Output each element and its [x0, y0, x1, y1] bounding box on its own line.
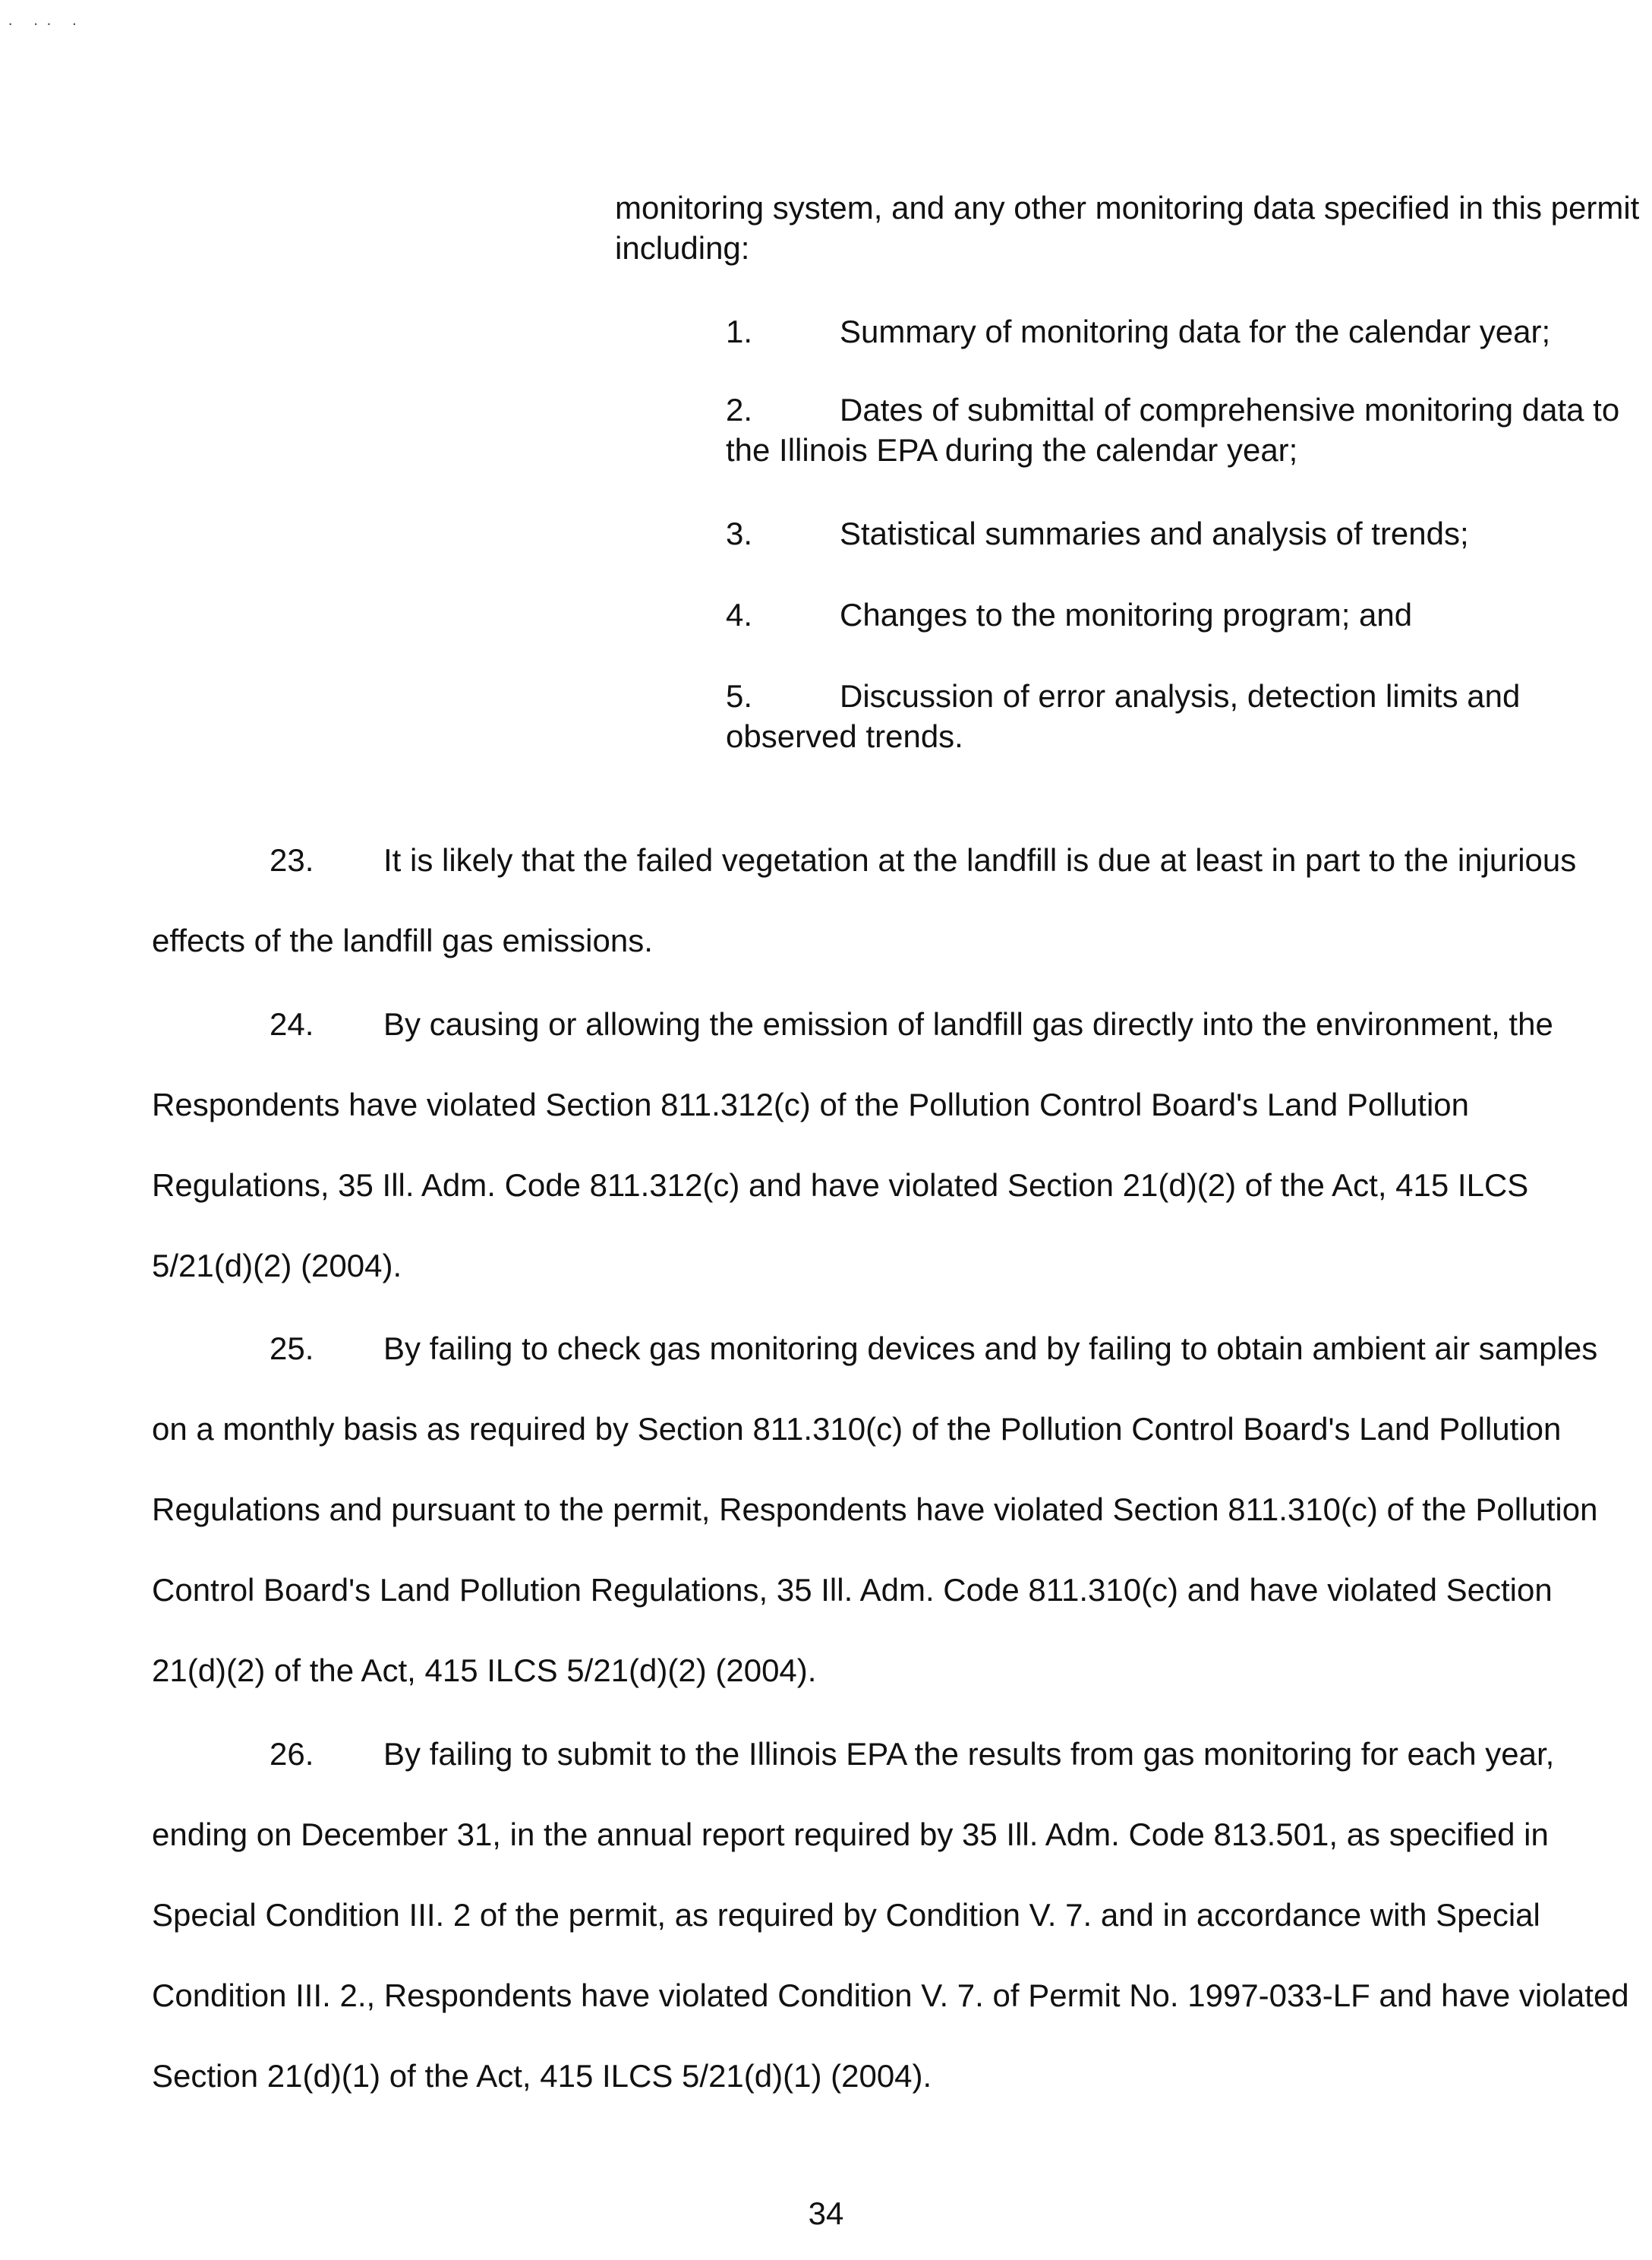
list-item: [726, 595, 1637, 635]
list-item-number: 2.: [726, 392, 753, 428]
list-item: [726, 390, 1637, 470]
paragraph: [152, 984, 1632, 1306]
list-item-number: 5.: [726, 678, 753, 714]
paragraph: [152, 1714, 1632, 2116]
list-item-text: Summary of monitoring data for the calendar year;: [840, 314, 1551, 349]
list-item-text: Discussion of error analysis, detection limits and observed trends.: [726, 678, 1521, 754]
list-item: [726, 676, 1637, 756]
list-item-text: Dates of submittal of comprehensive monitoring data to the Illinois EPA during the calendar year;: [726, 392, 1620, 468]
list-item-text: Changes to the monitoring program; and: [840, 597, 1413, 633]
list-item-text: Statistical summaries and analysis of trends;: [840, 516, 1469, 551]
list-item: [726, 513, 1637, 554]
intro-text: monitoring system, and any other monitoring data specified in this permit including:: [615, 190, 1640, 266]
paragraph-number: 25.: [270, 1330, 314, 1366]
list-item-number: 4.: [726, 597, 753, 633]
paragraph: [152, 820, 1632, 981]
list-item: [726, 311, 1637, 352]
paragraph-text: It is likely that the failed vegetation at the landfill is due at least in part to the injurious effects of the landfill gas emissions.: [152, 842, 1577, 958]
paragraph-number: 23.: [270, 842, 314, 878]
paragraph-number: 24.: [270, 1006, 314, 1042]
paragraph-text: By failing to submit to the Illinois EPA the results from gas monitoring for each year, ending on December 31, in the annual report required by 35 Ill. Adm. Code 813.501, as specified in Special Condition III. 2 of the permit, as required by Condition V. 7. and in accordance with Special Condition III. 2., Respondents have violated Condition V. 7. of Permit No. 1997-033-LF and have violated Section 21(d)(1) of the Act, 415 ILCS 5/21(d)(1) (2004).: [152, 1736, 1629, 2094]
list-item-number: 1.: [726, 314, 753, 349]
page-number: 34: [808, 2195, 844, 2231]
paragraph-number: 26.: [270, 1736, 314, 1772]
scan-marks: · ·· ·: [8, 14, 85, 33]
paragraph-text: By failing to check gas monitoring devices and by failing to obtain ambient air samples on a monthly basis as required by Section 811.310(c) of the Pollution Control Board's Land Pollution Regulations and pursuant to the permit, Respondents have violated Section 811.310(c) of the Pollution Control Board's Land Pollution Regulations, 35 Ill. Adm. Code 811.310(c) and have violated Section 21(d)(2) of the Act, 415 ILCS 5/21(d)(2) (2004).: [152, 1330, 1598, 1688]
paragraph-text: By causing or allowing the emission of landfill gas directly into the environment, the Respondents have violated Section 811.312(c) of the Pollution Control Board's Land Pollution Regulations, 35 Ill. Adm. Code 811.312(c) and have violated Section 21(d)(2) of the Act, 415 ILCS 5/21(d)(2) (2004).: [152, 1006, 1553, 1283]
list-item-number: 3.: [726, 516, 753, 551]
paragraph: [152, 1308, 1632, 1711]
